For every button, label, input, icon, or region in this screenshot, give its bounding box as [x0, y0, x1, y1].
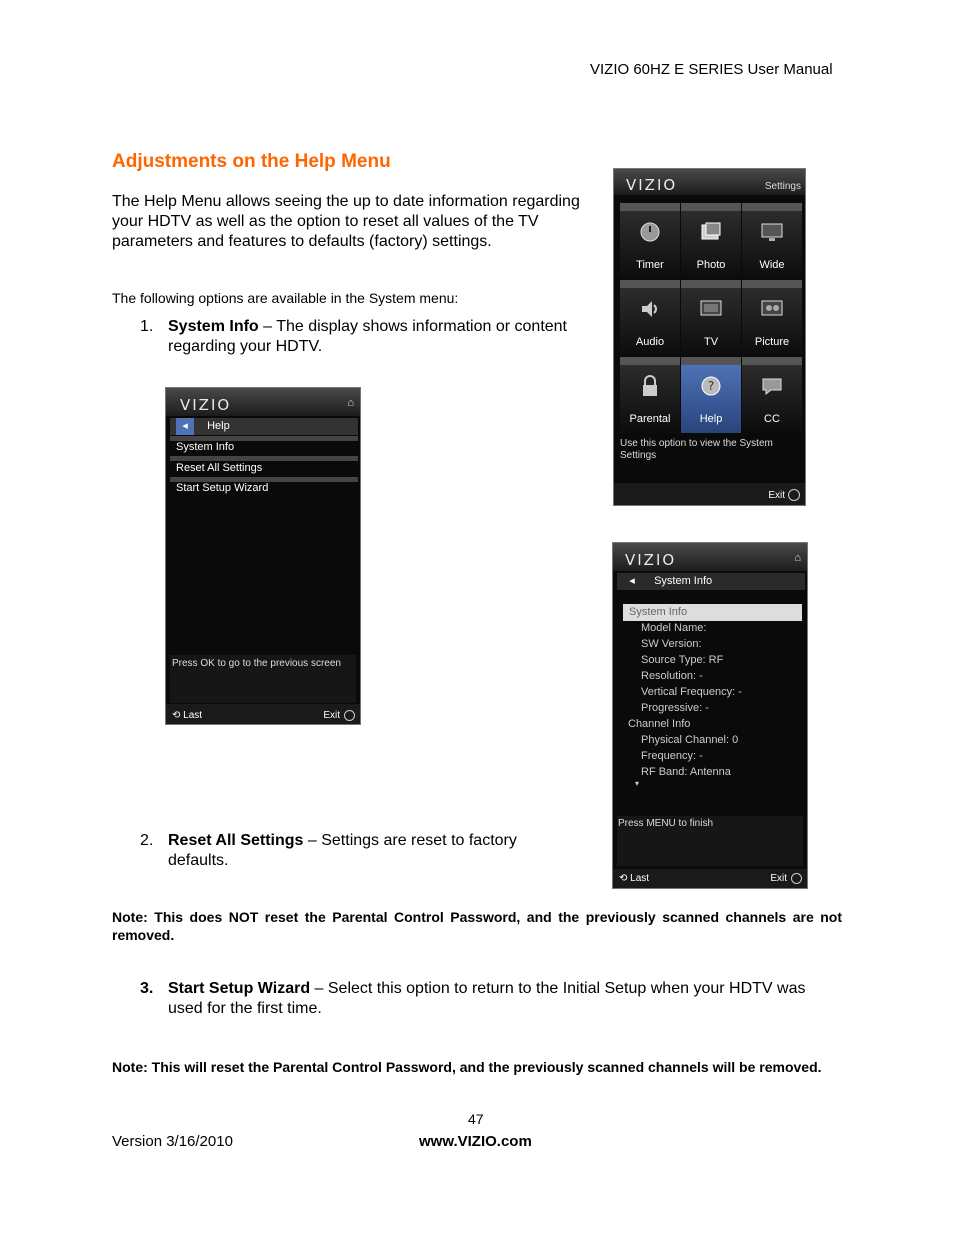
caption-icon	[761, 375, 783, 397]
settings-screenshot	[613, 168, 806, 506]
item-term: Start Setup Wizard	[168, 980, 311, 997]
section-header: System Info	[623, 604, 802, 621]
item-number: 1.	[140, 318, 154, 335]
info-line: Vertical Frequency: -	[641, 686, 742, 698]
page-number: 47	[468, 1111, 484, 1127]
help-icon	[700, 375, 722, 397]
help-menu-screenshot	[165, 387, 361, 725]
scroll-down-icon: ▾	[635, 779, 640, 788]
exit-icon	[791, 873, 802, 884]
menu-option: Start Setup Wizard	[176, 482, 269, 494]
menu-option: System Info	[176, 441, 235, 453]
vizio-logo: VIZIO	[180, 396, 232, 414]
list-item	[140, 979, 840, 1019]
options-lead: The following options are available in the System menu:	[112, 290, 459, 306]
tile-cc: CC	[742, 357, 802, 433]
exit-icon	[344, 710, 355, 721]
system-info-screenshot	[612, 542, 808, 889]
info-line: Model Name:	[641, 622, 707, 634]
back-arrow-icon: ◂	[176, 418, 194, 435]
item-number: 3.	[140, 980, 154, 997]
vizio-logo: VIZIO	[625, 551, 677, 569]
hint-text: Press OK to go to the previous screen	[172, 658, 341, 669]
menu-option: Reset All Settings	[176, 462, 263, 474]
hint-text: Press MENU to finish	[618, 818, 714, 829]
exit-label: Exit	[770, 873, 787, 884]
exit-label: Exit	[768, 490, 785, 501]
photo-icon	[700, 221, 722, 243]
version-label: Version 3/16/2010	[112, 1133, 233, 1150]
tv-icon	[700, 298, 722, 320]
tile-wide: Wide	[742, 203, 802, 279]
last-label: ⟲ Last	[619, 873, 650, 884]
tile-tv: TV	[681, 280, 741, 356]
exit-label: Exit	[323, 710, 340, 721]
info-line: Progressive: -	[641, 702, 709, 714]
tile-parental: Parental	[620, 357, 680, 433]
tile-help: ? Help	[681, 357, 741, 433]
item-text: – Settings are reset to factory defaults.	[168, 832, 517, 869]
svg-text:?: ?	[707, 379, 715, 393]
info-line: Physical Channel: 0	[641, 734, 739, 746]
menu-title-bar: ◂ Help	[170, 418, 358, 435]
monitor-icon	[761, 221, 783, 243]
info-line: SW Version:	[641, 638, 702, 650]
note-paragraph: Note: This does NOT reset the Parental Control Password, and the previously scanned channels are not removed.	[112, 909, 842, 943]
website-link: www.VIZIO.com	[419, 1133, 532, 1150]
speaker-icon	[639, 298, 661, 320]
item-term: Reset All Settings	[168, 832, 304, 849]
section-header: Channel Info	[628, 718, 691, 730]
item-text: – Select this option to return to the Initial Setup when your HDTV was used for the first time.	[168, 980, 806, 1017]
info-line: Frequency: -	[641, 750, 703, 762]
tile-audio: Audio	[620, 280, 680, 356]
lock-icon	[639, 375, 661, 397]
vizio-logo: VIZIO	[626, 176, 678, 194]
list-item	[140, 831, 560, 871]
screen-title: Settings	[764, 181, 801, 192]
list-item	[140, 317, 610, 357]
intro-paragraph: The Help Menu allows seeing the up to date information regarding your HDTV as well as the option to reset all values of the TV parameters and features to defaults (factory) settings.	[112, 193, 580, 250]
info-line: Source Type: RF	[641, 654, 724, 666]
note-paragraph: Note: This will reset the Parental Control Password, and the previously scanned channels will be removed.	[112, 1059, 822, 1075]
last-label: ⟲ Last	[172, 710, 203, 721]
tile-timer: Timer	[620, 203, 680, 279]
back-arrow-icon: ◂	[629, 575, 635, 587]
info-line: Resolution: -	[641, 670, 703, 682]
exit-icon	[788, 489, 800, 501]
tile-picture: Picture	[742, 280, 802, 356]
item-number: 2.	[140, 832, 154, 849]
manual-header: VIZIO 60HZ E SERIES User Manual	[590, 61, 833, 78]
home-icon: ⌂	[347, 397, 354, 409]
item-term: System Info	[168, 318, 259, 335]
tile-photo: Photo	[681, 203, 741, 279]
item-text: – The display shows information or content regarding your HDTV.	[168, 318, 567, 355]
menu-title-bar: ◂ System Info	[617, 573, 805, 590]
home-icon: ⌂	[794, 552, 801, 564]
clock-icon	[639, 221, 661, 243]
description-text: Use this option to view the System Settings	[620, 438, 773, 461]
picture-icon	[761, 298, 783, 320]
info-line: RF Band: Antenna	[641, 766, 731, 778]
section-title: Adjustments on the Help Menu	[112, 151, 391, 172]
